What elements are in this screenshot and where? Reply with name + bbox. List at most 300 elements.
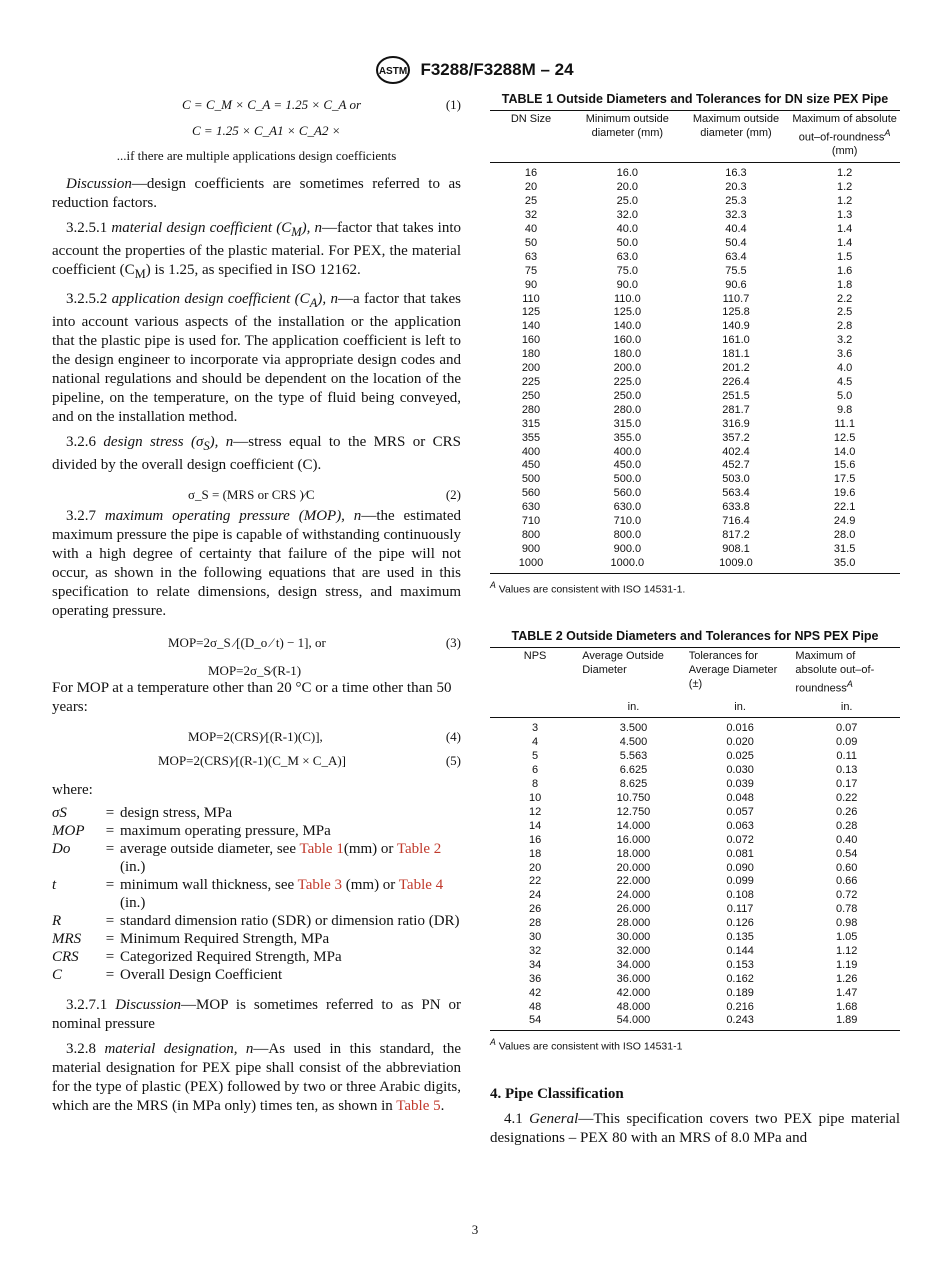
section-4-heading: 4. Pipe Classification xyxy=(490,1086,624,1102)
table-1-cell: 35.0 xyxy=(789,557,900,573)
table-1-cell: 563.4 xyxy=(722,487,750,500)
table-4-link[interactable]: Table 4 xyxy=(398,877,444,893)
table-2-cell: 1.47 xyxy=(835,986,858,999)
table-2-cell: 6.625 xyxy=(619,764,648,777)
equation-4 xyxy=(52,723,461,747)
table-1-header-cell: DN Size xyxy=(490,111,572,163)
table-2-cell: 0.11 xyxy=(836,750,857,763)
table-1-cell: 630 xyxy=(521,501,541,514)
table-1-cell: 5.0 xyxy=(836,389,853,402)
equation-5-expr: MOP=2(CRS)⁄[(R-1)(C_M × C_A)] xyxy=(158,753,347,768)
table-2-cell: 22 xyxy=(528,875,542,888)
table-1-cell: 110.0 xyxy=(613,292,641,305)
left-column xyxy=(52,92,461,1122)
table-2-row xyxy=(490,945,900,959)
table-2-cell: 0.025 xyxy=(726,750,754,763)
table-1-cell: 24.9 xyxy=(833,515,856,528)
table-1-cell: 40 xyxy=(524,223,538,235)
table-1-cell: 25.0 xyxy=(616,195,639,208)
paragraph-3-2-5-2 xyxy=(52,290,461,427)
table-1-row xyxy=(490,306,900,320)
table-2-cell: 5 xyxy=(532,750,539,763)
table-1-cell: 16 xyxy=(524,167,538,180)
equation-1 xyxy=(52,92,461,116)
term: maximum operating pressure (MOP), n xyxy=(104,508,362,524)
discussion-text: —design coefficients are sometimes referred to as reduction factors. xyxy=(52,176,461,211)
table-1-cell: 90 xyxy=(524,278,538,291)
table-2-cell: 14 xyxy=(528,819,542,832)
table-1-cell: 908.1 xyxy=(722,542,750,555)
table-2-row xyxy=(490,917,900,931)
table-2-cell: 24.000 xyxy=(616,889,651,902)
table-1-cell: 9.8 xyxy=(836,403,853,416)
table-1-cell: 50 xyxy=(524,236,538,249)
table-1-cell: 32.3 xyxy=(725,209,747,222)
table-2-header-row xyxy=(490,648,900,699)
table-1-cell: 40.4 xyxy=(725,223,747,235)
table-1-row xyxy=(490,362,900,376)
table-2-row xyxy=(490,806,900,820)
table-2-cell: 0.016 xyxy=(726,722,754,735)
term: General xyxy=(529,1111,579,1127)
table-2-cell: 0.216 xyxy=(726,1000,754,1013)
para-number: 3.2.7.1 xyxy=(66,997,108,1013)
table-2-cell: 28.000 xyxy=(616,917,651,930)
equation-1-expr: C = C_M × C_A = 1.25 × C_A or xyxy=(182,97,362,112)
definition-text: —the estimated maximum pressure the pipe is capable of withstanding continuously with a high degree of certainty that failure of the pipe will not occur, as shown in the following equations that are used in this specification to relate dimensions, design stress, and maximum operating pressure. xyxy=(52,508,461,619)
table-2-cell: 1.05 xyxy=(835,931,858,944)
table-2-cell: 0.60 xyxy=(835,861,858,874)
table-1-cell: 32.0 xyxy=(616,209,639,222)
table-5-link[interactable]: Table 5 xyxy=(396,1098,441,1114)
table-1-cell: 14.0 xyxy=(833,445,856,458)
table-2-body xyxy=(490,718,900,1031)
table-1-row xyxy=(490,320,900,334)
table-1-cell: 1000.0 xyxy=(572,557,683,573)
table-2-cell: 0.66 xyxy=(835,875,858,888)
definition-text: —a factor that takes into account various aspects of the installation or the application that the plastic pipe is used for. The application coefficient is left to the design engineer to incorporate via appropriate design codes and national regulations and should be dependent on the location of the pipeline, on the temperature, on the type of fluid being conveyed, and on the installation method. xyxy=(52,291,461,425)
table-1-cell: 503.0 xyxy=(722,473,750,486)
table-2-link[interactable]: Table 2 xyxy=(396,841,442,857)
table-1-cell: 110 xyxy=(522,292,540,305)
table-2-row xyxy=(490,987,900,1001)
table-2-cell: 8 xyxy=(532,778,539,791)
table-2-cell: 42 xyxy=(528,986,542,999)
table-2-cell: 0.135 xyxy=(726,931,754,944)
where-item: C = Overall Design Coefficient xyxy=(52,967,283,983)
where-item: t = minimum wall thickness, see Table 3 (mm) or Table 4 (in.) xyxy=(52,877,444,911)
table-1-cell: 11.1 xyxy=(834,417,855,430)
table-2-header-cell: NPS xyxy=(490,648,580,699)
table-1-cell: 316.9 xyxy=(722,417,750,430)
definition-text: —factor that takes into account the properties of the plastic material. For PEX, the material coefficient (C xyxy=(52,220,462,278)
table-2-cell: 16.000 xyxy=(616,833,651,846)
table-1-header-cell: Maximum of absolute out–of-roundness$^A$ (mm) xyxy=(789,111,900,163)
table-1-cell: 75.0 xyxy=(616,264,639,277)
table-1-link[interactable]: Table 1 xyxy=(299,841,344,857)
equation-2-number: (2) xyxy=(445,487,461,502)
where-item: R = standard dimension ratio (SDR) or dimension ratio (DR) xyxy=(52,913,460,929)
paragraph-3-2-7-1 xyxy=(52,996,461,1034)
table-2-cell: 1.89 xyxy=(793,1014,900,1030)
equation-5-number: (5) xyxy=(445,753,461,768)
page-number: 3 xyxy=(471,1222,479,1237)
table-2-cell: 0.162 xyxy=(726,972,754,985)
equation-3b xyxy=(52,657,461,679)
para-number: 3.2.6 xyxy=(66,434,96,450)
table-2-cell: 0.039 xyxy=(726,778,754,791)
table-1-cell: 140 xyxy=(521,320,541,333)
table-1-cell: 201.2 xyxy=(722,362,750,375)
table-2-cell: 6 xyxy=(532,764,539,777)
table-2-cell: 42.000 xyxy=(616,986,651,999)
discussion-label: Discussion xyxy=(66,176,132,192)
table-1-cell: 25 xyxy=(524,195,538,208)
term: application design coefficient $(C_A)$, n xyxy=(111,291,338,310)
term: material designation, n xyxy=(104,1041,254,1057)
table-1-cell: 1.4 xyxy=(836,236,853,249)
table-1-row xyxy=(490,515,900,529)
table-1-cell: 1.8 xyxy=(836,278,853,291)
table-2-cell: 26 xyxy=(528,903,542,916)
table-1-cell: 250 xyxy=(521,389,541,402)
table-1-cell: 400.0 xyxy=(613,445,642,458)
table-2-cell: 20 xyxy=(528,861,542,874)
table-2-cell: 0.144 xyxy=(726,944,754,957)
table-1-cell: 160 xyxy=(521,334,541,347)
table-1-row xyxy=(490,418,900,432)
table-1-cell: 1.6 xyxy=(836,264,853,277)
table-2-row xyxy=(490,750,900,764)
where-item: σS = design stress, MPa xyxy=(52,805,233,821)
table-1-header-cell: Minimum outside diameter (mm) xyxy=(572,111,683,163)
svg-text:ASTM: ASTM xyxy=(379,66,408,77)
equation-2 xyxy=(52,481,461,507)
table-1-row xyxy=(490,265,900,279)
table-2 xyxy=(490,647,900,1031)
table-2-header-cell: Maximum of absolute out–of-roundness$^A$ xyxy=(793,648,900,699)
table-1-cell: 160.0 xyxy=(613,334,642,347)
table-1-cell: 633.8 xyxy=(722,501,750,514)
table-1-cell: 900 xyxy=(521,542,541,555)
table-2-cell: 0.54 xyxy=(835,847,858,860)
table-1-cell: 560.0 xyxy=(613,487,642,500)
table-1-cell: 50.0 xyxy=(616,236,639,249)
table-2-cell: 1.68 xyxy=(835,1000,858,1013)
table-1-row xyxy=(490,404,900,418)
table-1-cell: 1.2 xyxy=(836,181,853,194)
table-2-row xyxy=(490,889,900,903)
table-1-cell: 500 xyxy=(521,473,541,486)
definition-text: —stress equal to the MRS or CRS divided by the overall design coefficient (C). xyxy=(52,434,462,473)
table-1-cell: 17.5 xyxy=(833,473,856,486)
term: Discussion xyxy=(115,997,182,1013)
table-2-cell: 36 xyxy=(528,972,542,985)
table-1-header-cell: Maximum outside diameter (mm) xyxy=(683,111,790,163)
table-1-cell: 2.5 xyxy=(836,306,853,319)
table-1-cell: 140.9 xyxy=(722,320,750,333)
table-1-cell: 20 xyxy=(524,181,538,194)
table-2-cell: 18.000 xyxy=(616,847,651,860)
table-1-row xyxy=(490,223,900,237)
table-1-cell: 16.0 xyxy=(616,167,639,180)
table-1-cell: 50.4 xyxy=(725,236,747,249)
table-1-cell: 315.0 xyxy=(613,417,642,430)
table-1-row xyxy=(490,501,900,515)
table-1-cell: 63.0 xyxy=(616,250,639,263)
table-2-cell: 20.000 xyxy=(616,861,651,874)
table-1-cell: 25.3 xyxy=(725,195,747,208)
table-2-cell: 32 xyxy=(528,944,542,957)
table-1-cell: 716.4 xyxy=(722,515,750,528)
table-1-cell: 32 xyxy=(524,209,538,222)
table-1-row xyxy=(490,473,900,487)
table-1-cell: 12.5 xyxy=(833,431,856,444)
table-2-cell: 28 xyxy=(528,917,542,930)
equation-3 xyxy=(52,627,461,657)
table-1-cell: 452.7 xyxy=(722,459,750,472)
table-1-cell: 180.0 xyxy=(613,348,642,361)
table-2-row xyxy=(490,862,900,876)
table-2-cell: 0.048 xyxy=(726,791,754,804)
table-2-units-row: in. in. in. xyxy=(490,699,900,718)
table-2-row xyxy=(490,1014,900,1030)
equation-1b xyxy=(52,116,461,146)
definition-text: —This specification covers two PEX pipe material designations – PEX 80 with an MRS of 8.0 MPa and xyxy=(490,1111,900,1146)
table-2-cell: 48 xyxy=(528,1000,542,1013)
table-1-cell: 400 xyxy=(521,445,541,458)
table-2-row xyxy=(490,1001,900,1015)
table-1-cell: 280 xyxy=(521,403,541,416)
table-2-cell: 48.000 xyxy=(616,1000,651,1013)
table-1-cell: 31.5 xyxy=(833,542,856,555)
table-1-cell: 90.0 xyxy=(616,278,639,291)
table-1-footnote: $^A$ Values are consistent with ISO 14531-1. xyxy=(490,579,686,596)
table-2-row xyxy=(490,931,900,945)
where-item: MOP = maximum operating pressure, MPa xyxy=(52,823,331,839)
table-1-cell: 3.6 xyxy=(836,348,853,361)
paragraph-3-2-7 xyxy=(52,507,461,621)
where-item: Do = average outside diameter, see Table 1(mm) or Table 2 (in.) xyxy=(52,841,442,875)
table-2-cell: 0.030 xyxy=(726,764,754,777)
table-2-cell: 0.063 xyxy=(726,819,754,832)
table-2-cell: 0.98 xyxy=(835,917,858,930)
table-2-cell: 1.26 xyxy=(835,972,858,985)
table-2-row xyxy=(490,875,900,889)
table-1-cell: 181.1 xyxy=(722,348,750,361)
table-1-row xyxy=(490,446,900,460)
table-2-cell: 18 xyxy=(528,847,542,860)
para-number: 3.2.7 xyxy=(66,508,96,524)
table-1-cell: 315 xyxy=(521,417,541,430)
table-1-row xyxy=(490,390,900,404)
table-2-row xyxy=(490,848,900,862)
table-1-cell: 355 xyxy=(521,431,541,444)
table-2-cell: 10.750 xyxy=(616,791,651,804)
table-1-cell: 250.0 xyxy=(613,389,642,402)
table-1-cell: 63.4 xyxy=(725,250,747,263)
where-label: where: xyxy=(52,782,93,798)
table-1-cell: 200 xyxy=(521,362,541,375)
table-1-title: TABLE 1 Outside Diameters and Tolerances for DN size PEX Pipe xyxy=(501,92,889,106)
discussion-paragraph xyxy=(52,175,461,213)
table-1-cell: 125.8 xyxy=(722,306,750,319)
table-1-cell: 125.0 xyxy=(613,306,642,319)
equation-4-number: (4) xyxy=(445,729,461,744)
equation-5 xyxy=(52,747,461,781)
table-2-cell: 0.090 xyxy=(726,861,754,874)
table-2-cell: 32.000 xyxy=(616,944,651,957)
table-2-cell: 0.26 xyxy=(835,805,858,818)
table-2-footnote: $^A$ Values are consistent with ISO 14531-1 xyxy=(490,1037,683,1053)
equation-3-number: (3) xyxy=(445,635,461,650)
table-1-cell: 800 xyxy=(521,528,541,541)
table-2-row xyxy=(490,736,900,750)
table-2-cell: 0.189 xyxy=(726,986,754,999)
where-item: CRS = Categorized Required Strength, MPa xyxy=(52,949,342,965)
table-2-cell: 0.126 xyxy=(726,917,754,930)
para-number: 4.1 xyxy=(504,1111,523,1127)
table-2-header-cell: Average Outside Diameter xyxy=(580,648,687,699)
table-1-row xyxy=(490,487,900,501)
table-2-cell: 0.108 xyxy=(726,889,754,902)
equation-4-expr: MOP=2(CRS)⁄[(R-1)(C)], xyxy=(188,729,323,744)
table-1-cell: 281.7 xyxy=(722,403,750,416)
table-2-cell: 36.000 xyxy=(616,972,651,985)
table-1-cell: 710.0 xyxy=(613,515,642,528)
table-3-link[interactable]: Table 3 xyxy=(297,877,342,893)
table-1-row xyxy=(490,251,900,265)
table-1-cell: 500.0 xyxy=(613,473,642,486)
table-2-title: TABLE 2 Outside Diameters and Tolerances for NPS PEX Pipe xyxy=(511,629,879,644)
table-2-cell: 0.081 xyxy=(726,847,754,860)
table-1-row xyxy=(490,163,900,181)
table-1-cell: 225 xyxy=(521,375,541,388)
table-1-cell: 1.4 xyxy=(836,223,853,235)
paragraph-4-1 xyxy=(490,1110,900,1148)
table-2-cell: 0.72 xyxy=(835,889,858,902)
table-2-cell: 0.117 xyxy=(726,903,754,916)
table-2-cell: 54 xyxy=(490,1014,580,1030)
table-1-row xyxy=(490,209,900,223)
table-2-cell: 4 xyxy=(532,736,539,749)
table-2-cell: 30 xyxy=(528,931,542,944)
standard-designation: F3288/F3288M – 24 xyxy=(420,60,574,79)
table-1-cell: 19.6 xyxy=(833,487,856,500)
equation-1-note: ...if there are multiple applications design coefficients xyxy=(116,148,397,163)
table-2-cell: 12.750 xyxy=(616,805,651,818)
para-number: 3.2.5.1 xyxy=(66,220,108,236)
table-1-cell: 90.6 xyxy=(725,278,747,291)
table-1-cell: 225.0 xyxy=(613,375,642,388)
table-1-row xyxy=(490,557,900,573)
table-2-cell: 0.22 xyxy=(835,791,858,804)
table-2-cell: 30.000 xyxy=(616,931,651,944)
table-1-cell: 161.0 xyxy=(722,334,750,347)
equation-3-expr: MOP=2σ_S ⁄[(D_o ⁄ t) − 1], or xyxy=(168,635,326,650)
table-2-cell: 5.563 xyxy=(619,750,648,763)
table-2-cell: 3.500 xyxy=(619,722,648,735)
table-1-row xyxy=(490,432,900,446)
table-1-cell: 900.0 xyxy=(613,542,642,555)
table-1-cell: 140.0 xyxy=(613,320,642,333)
table-1-row xyxy=(490,459,900,473)
paragraph-3-2-5-1: 3.2.5.1 material design coefficient $(C_M)$, n—factor that takes into account the properties of the plastic material. For PEX, the material coefficient $(C_M)$ is 1.25, as specified in ISO 12162. xyxy=(52,220,462,281)
table-1-row xyxy=(490,348,900,362)
table-2-cell: 10 xyxy=(528,791,542,804)
table-1-cell: 1000 xyxy=(490,557,572,573)
table-1-cell: 200.0 xyxy=(613,362,642,375)
page-header xyxy=(0,56,950,84)
equation-3b-expr: MOP=2σ_S⁄(R-1) xyxy=(208,663,302,678)
table-1-cell: 280.0 xyxy=(613,403,642,416)
table-1-cell: 357.2 xyxy=(722,431,750,444)
table-1-cell: 15.6 xyxy=(833,459,856,472)
table-1-cell: 180 xyxy=(521,348,541,361)
where-list xyxy=(52,804,461,984)
table-1-cell: 4.0 xyxy=(836,362,853,375)
table-1-row xyxy=(490,181,900,195)
table-1-cell: 450.0 xyxy=(613,459,642,472)
table-1-cell: 40.0 xyxy=(616,223,639,235)
table-2-cell: 16 xyxy=(528,833,542,846)
table-1-cell: 251.5 xyxy=(722,389,750,402)
table-2-cell: 3 xyxy=(532,722,539,735)
term: material design coefficient $(C_M)$, n xyxy=(111,220,323,239)
table-1-cell: 817.2 xyxy=(722,528,750,541)
table-1-cell: 450 xyxy=(521,459,541,472)
table-1-cell: 16.3 xyxy=(725,167,747,180)
table-2-cell: 0.28 xyxy=(835,819,858,832)
table-2-cell: 12 xyxy=(528,805,542,818)
table-1-header-row xyxy=(490,111,900,163)
table-2-cell: 0.072 xyxy=(726,833,754,846)
table-2-row xyxy=(490,718,900,736)
table-1-cell: 1.5 xyxy=(836,250,853,263)
table-2-cell: 54.000 xyxy=(580,1014,687,1030)
temperature-note: For MOP at a temperature other than 20 °C or a time other than 50 years: xyxy=(52,680,452,715)
table-2-cell: 34 xyxy=(528,958,542,971)
table-1-row xyxy=(490,195,900,209)
table-2-cell: 26.000 xyxy=(616,903,651,916)
table-1-cell: 22.1 xyxy=(833,501,856,514)
table-1-cell: 28.0 xyxy=(833,528,856,541)
where-item: MRS = Minimum Required Strength, MPa xyxy=(52,931,330,947)
table-1-cell: 1.3 xyxy=(836,209,853,222)
table-2-cell: 22.000 xyxy=(616,875,651,888)
table-2-cell: 0.243 xyxy=(687,1014,794,1030)
table-2-row xyxy=(490,764,900,778)
table-1-body xyxy=(490,163,900,573)
table-1-row xyxy=(490,543,900,557)
table-2-cell: 14.000 xyxy=(616,819,651,832)
para-number: 3.2.5.2 xyxy=(66,291,108,307)
table-1-cell: 125 xyxy=(521,306,541,319)
table-2-row xyxy=(490,778,900,792)
table-1-cell: 4.5 xyxy=(836,375,853,388)
table-2-cell: 0.17 xyxy=(835,778,858,791)
table-2-cell: 24 xyxy=(528,889,542,902)
table-1-cell: 75.5 xyxy=(725,264,747,277)
table-2-cell: 0.13 xyxy=(835,764,858,777)
table-2-row xyxy=(490,820,900,834)
table-2-cell: 1.19 xyxy=(835,958,858,971)
table-1-cell: 20.3 xyxy=(725,181,747,194)
table-1-cell: 1.2 xyxy=(836,167,853,180)
table-2-cell: 0.78 xyxy=(835,903,858,916)
para-number: 3.2.8 xyxy=(66,1041,96,1057)
term: design stress $(\sigma_S)$, n xyxy=(103,434,234,453)
